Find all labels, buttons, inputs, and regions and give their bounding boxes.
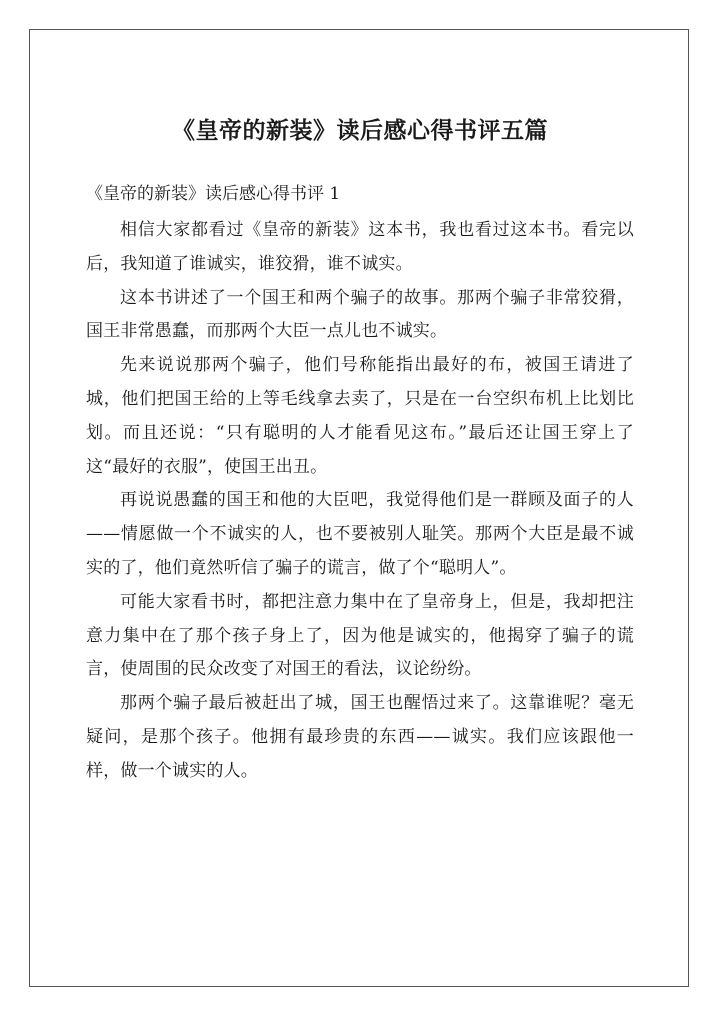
paragraph: 那两个骗子最后被赶出了城，国王也醒悟过来了。这靠谁呢？毫无疑问，是那个孩子。他拥有最珍贵的东西——诚实。我们应该跟他一样，做一个诚实的人。: [86, 693, 634, 781]
section-heading: 《皇帝的新装》读后感心得书评 1: [86, 184, 341, 204]
paragraph: 再说说愚蠢的国王和他的大臣吧，我觉得他们是一群顾及面子的人——情愿做一个不诚实的人，也不要被别人耻笑。那两个大臣是最不诚实的了，他们竟然听信了骗子的谎言，做了个“聪明人”。: [86, 490, 634, 578]
paragraph: 可能大家看书时，都把注意力集中在了皇帝身上，但是，我却把注意力集中在了那个孩子身上了，因为他是诚实的，他揭穿了骗子的谎言，使周围的民众改变了对国王的看法，议论纷纷。: [86, 591, 634, 680]
document-body: [86, 214, 634, 789]
paragraph: 相信大家都看过《皇帝的新装》这本书，我也看过这本书。看完以后，我知道了谁诚实，谁狡猾，谁不诚实。: [86, 220, 634, 274]
paragraph: 先来说说那两个骗子，他们号称能指出最好的布，被国王请进了城，他们把国王给的上等毛线拿去卖了，只是在一台空织布机上比划比划。而且还说：“只有聪明的人才能看见这布。”最后还让国王穿上了这“最好的衣服”，使国王出丑。: [86, 355, 634, 477]
paragraph: 这本书讲述了一个国王和两个骗子的故事。那两个骗子非常狡猾，国王非常愚蠢，而那两个大臣一点儿也不诚实。: [86, 287, 634, 342]
document-title: 《皇帝的新装》读后感心得书评五篇: [172, 117, 548, 144]
